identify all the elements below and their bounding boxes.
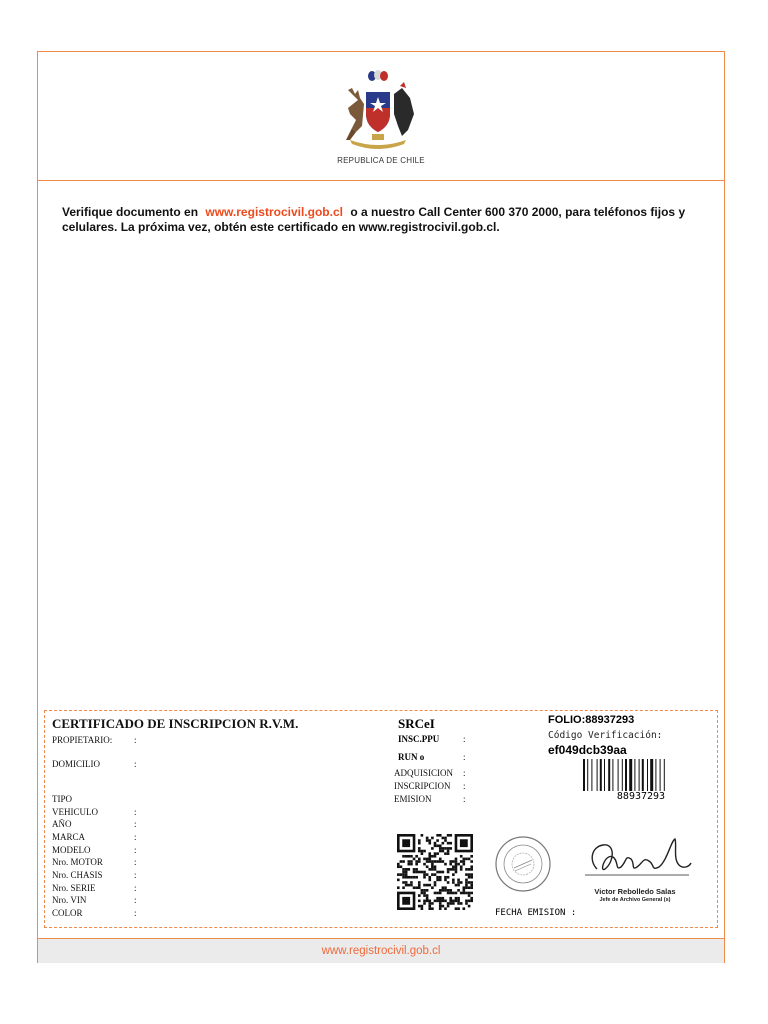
- color-label: COLOR: [52, 908, 83, 918]
- acquisition-label: ADQUISICION: [394, 768, 453, 778]
- insc-ppu-colon: :: [463, 734, 466, 744]
- fecha-emision-label: FECHA EMISION :: [495, 908, 577, 918]
- chassis-colon: :: [134, 870, 137, 880]
- header: [38, 52, 724, 181]
- barcode-number: 88937293: [616, 791, 666, 802]
- run-label: RUN o: [398, 752, 425, 762]
- signer-name: Victor Rebolledo Salas: [594, 887, 676, 896]
- signer-block: [575, 888, 695, 904]
- vehicle-type-colon: :: [134, 807, 137, 817]
- official-seal-icon: [494, 835, 552, 893]
- verify-prefix: Verifique documento en: [62, 205, 199, 219]
- motor-label: Nro. MOTOR: [52, 857, 103, 867]
- vin-colon: :: [134, 895, 137, 905]
- registro-civil-link[interactable]: www.registrocivil.gob.cl: [205, 205, 343, 219]
- issuer-label: SRCeI: [398, 716, 435, 731]
- vin-label: Nro. VIN: [52, 895, 87, 905]
- insc-ppu-label: INSC.PPU: [398, 734, 440, 744]
- qr-code-icon: [397, 834, 473, 910]
- folio-number: FOLIO:88937293: [548, 714, 635, 726]
- emission-colon: :: [463, 794, 466, 804]
- footer-url[interactable]: www.registrocivil.gob.cl: [38, 938, 724, 963]
- vehicle-type-label: VEHICULO: [52, 807, 98, 817]
- motor-colon: :: [134, 857, 137, 867]
- run-colon: :: [463, 752, 466, 762]
- emission-label: EMISION: [394, 794, 432, 804]
- certificate-box: [44, 710, 718, 928]
- verification-code-label: Código Verificación:: [548, 730, 663, 741]
- barcode-icon: [583, 759, 699, 791]
- acquisition-colon: :: [463, 768, 466, 778]
- certificate-page: [37, 51, 725, 963]
- certificate-title: CERTIFICADO DE INSCRIPCION R.V.M.: [52, 716, 299, 731]
- serial-label: Nro. SERIE: [52, 883, 96, 893]
- signer-role: Jefe de Archivo General (s): [599, 897, 671, 903]
- brand-label: MARCA: [52, 832, 86, 842]
- republic-label: REPUBLICA DE CHILE: [337, 156, 425, 165]
- year-label: AÑO: [52, 819, 72, 829]
- tipo-label: TIPO: [52, 794, 72, 804]
- chassis-label: Nro. CHASIS: [52, 870, 103, 880]
- model-label: MODELO: [52, 845, 91, 855]
- inscription-label: INSCRIPCION: [394, 781, 451, 791]
- address-colon: :: [134, 759, 137, 769]
- owner-colon: :: [134, 735, 137, 745]
- address-label: DOMICILIO: [52, 759, 100, 769]
- verification-code: ef049dcb39aa: [548, 743, 627, 757]
- verify-suffix: o a nuestro Call Center 600 370 2000, para teléfonos fijos y celulares. La próxima vez, obtén este certificado en www.registrocivil.gob.cl.: [62, 205, 686, 234]
- year-colon: :: [134, 819, 137, 829]
- inscription-colon: :: [463, 781, 466, 791]
- brand-colon: :: [134, 832, 137, 842]
- signature-icon: [575, 831, 695, 887]
- verification-notice: [62, 205, 712, 235]
- model-colon: :: [134, 845, 137, 855]
- color-colon: :: [134, 908, 137, 918]
- owner-label: PROPIETARIO:: [52, 735, 113, 745]
- serial-colon: :: [134, 883, 137, 893]
- coat-of-arms-icon: [328, 70, 428, 150]
